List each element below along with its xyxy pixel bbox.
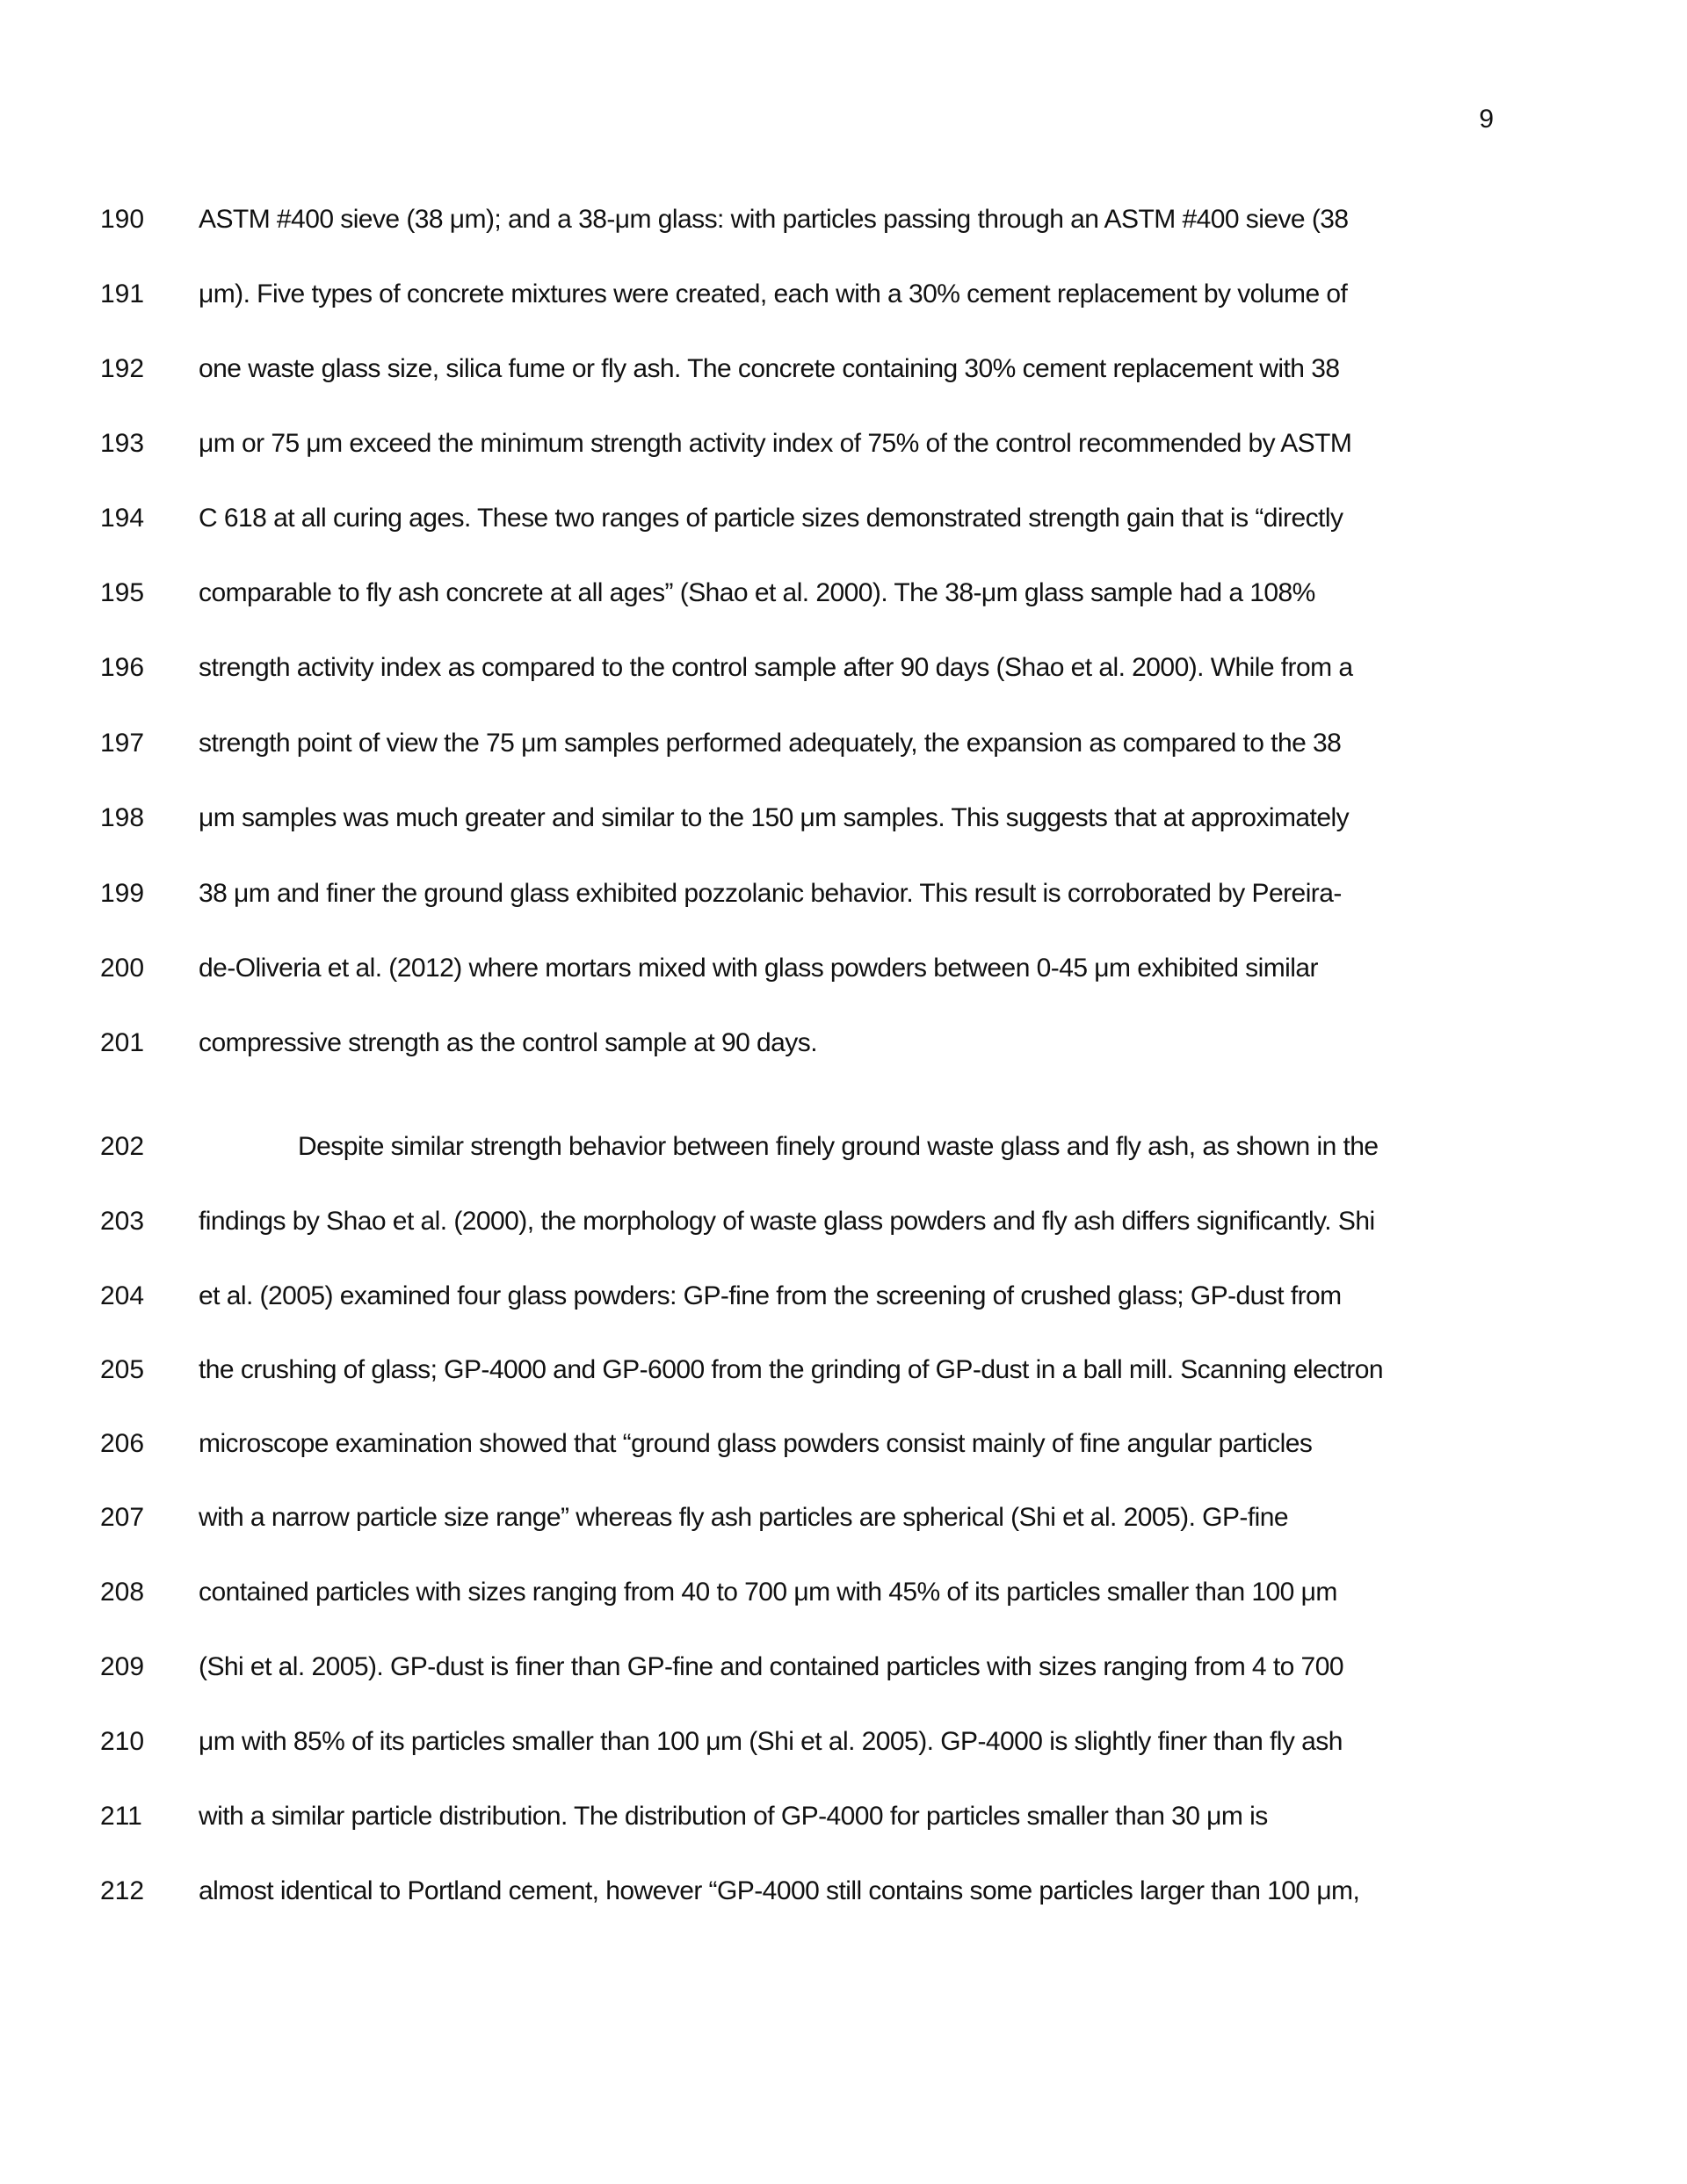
line-text: (Shi et al. 2005). GP-dust is finer than GP-fine and contained particles with sizes ranging from 4 to 700	[199, 1652, 1343, 1681]
line-text: the crushing of glass; GP-4000 and GP-6000 from the grinding of GP-dust in a ball mill. Scanning electron	[199, 1355, 1384, 1384]
line-number: 202	[100, 1132, 145, 1161]
line-text: μm). Five types of concrete mixtures were created, each with a 30% cement replacement by volume of	[199, 279, 1348, 308]
line-number: 212	[100, 1876, 145, 1905]
line-number: 207	[100, 1503, 145, 1532]
line-199	[0, 876, 1687, 911]
line-number: 203	[100, 1207, 145, 1236]
line-text: almost identical to Portland cement, however “GP-4000 still contains some particles larger than 100 μm,	[199, 1876, 1360, 1905]
line-number: 191	[100, 279, 145, 308]
line-196	[0, 650, 1687, 686]
line-190	[0, 202, 1687, 237]
line-text: de-Oliveria et al. (2012) where mortars mixed with glass powders between 0-45 μm exhibited similar	[199, 954, 1318, 983]
line-text: compressive strength as the control sample at 90 days.	[199, 1028, 817, 1057]
line-number: 196	[100, 653, 145, 682]
line-204	[0, 1279, 1687, 1314]
line-number: 200	[100, 954, 145, 983]
line-194	[0, 501, 1687, 536]
line-number: 199	[100, 879, 145, 908]
line-number: 206	[100, 1429, 145, 1458]
line-text: strength point of view the 75 μm samples performed adequately, the expansion as compared to the 38	[199, 729, 1342, 758]
line-203	[0, 1204, 1687, 1239]
line-210	[0, 1724, 1687, 1760]
line-208	[0, 1575, 1687, 1610]
line-text: μm with 85% of its particles smaller than 100 μm (Shi et al. 2005). GP-4000 is slightly finer than fly ash	[199, 1727, 1343, 1756]
line-200	[0, 951, 1687, 986]
line-text: microscope examination showed that “ground glass powders consist mainly of fine angular particles	[199, 1429, 1313, 1458]
line-text: one waste glass size, silica fume or fly ash. The concrete containing 30% cement replacement with 38	[199, 354, 1340, 383]
line-191	[0, 277, 1687, 312]
line-number: 208	[100, 1578, 145, 1607]
line-text: μm or 75 μm exceed the minimum strength activity index of 75% of the control recommended by ASTM	[199, 429, 1352, 458]
line-text: contained particles with sizes ranging from 40 to 700 μm with 45% of its particles smaller than 100 μm	[199, 1578, 1337, 1607]
line-number: 198	[100, 803, 145, 832]
line-text: ASTM #400 sieve (38 μm); and a 38-μm glass: with particles passing through an ASTM #400 sieve (38	[199, 205, 1349, 234]
line-number: 195	[100, 578, 145, 607]
line-206	[0, 1426, 1687, 1462]
line-number: 204	[100, 1281, 145, 1310]
line-207	[0, 1500, 1687, 1535]
line-number: 193	[100, 429, 145, 458]
line-text: with a narrow particle size range” whereas fly ash particles are spherical (Shi et al. 2005). GP-fine	[199, 1503, 1289, 1532]
line-text: μm samples was much greater and similar to the 150 μm samples. This suggests that at approximately	[199, 803, 1350, 832]
line-text: Despite similar strength behavior between finely ground waste glass and fly ash, as shown in the	[298, 1132, 1379, 1161]
line-209	[0, 1650, 1687, 1685]
line-212	[0, 1874, 1687, 1909]
line-202	[0, 1129, 1687, 1165]
line-text: comparable to fly ash concrete at all ages” (Shao et al. 2000). The 38-μm glass sample had a 108%	[199, 578, 1315, 607]
line-number: 209	[100, 1652, 145, 1681]
line-192	[0, 352, 1687, 387]
line-number: 205	[100, 1355, 145, 1384]
line-205	[0, 1353, 1687, 1388]
line-number: 210	[100, 1727, 145, 1756]
line-text: findings by Shao et al. (2000), the morphology of waste glass powders and fly ash differs significantly. Shi	[199, 1207, 1375, 1236]
line-201	[0, 1026, 1687, 1061]
line-number: 192	[100, 354, 145, 383]
line-text: 38 μm and finer the ground glass exhibited pozzolanic behavior. This result is corroborated by Pereira-	[199, 879, 1342, 908]
line-text: et al. (2005) examined four glass powders: GP-fine from the screening of crushed glass; GP-dust from	[199, 1281, 1342, 1310]
line-198	[0, 801, 1687, 836]
line-number: 211	[100, 1802, 142, 1831]
line-number: 197	[100, 729, 145, 758]
line-number: 194	[100, 504, 145, 533]
line-195	[0, 576, 1687, 611]
line-197	[0, 726, 1687, 761]
line-text: strength activity index as compared to the control sample after 90 days (Shao et al. 2000). While from a	[199, 653, 1353, 682]
line-number: 190	[100, 205, 145, 234]
page-number: 9	[1479, 105, 1494, 134]
line-number: 201	[100, 1028, 145, 1057]
line-text: C 618 at all curing ages. These two ranges of particle sizes demonstrated strength gain that is “directly	[199, 504, 1343, 533]
line-211	[0, 1799, 1687, 1834]
line-193	[0, 426, 1687, 461]
line-text: with a similar particle distribution. The distribution of GP-4000 for particles smaller than 30 μm is	[199, 1802, 1268, 1831]
